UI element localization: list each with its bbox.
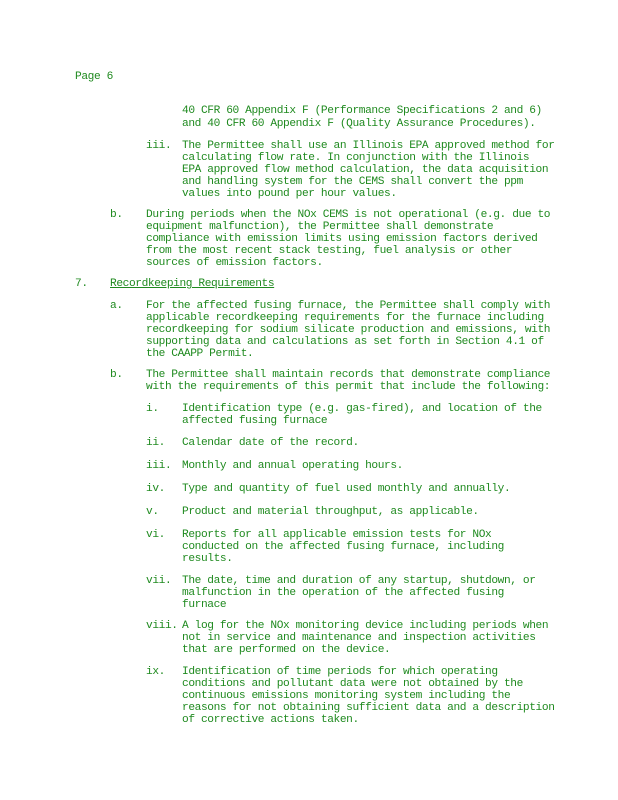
list-marker: iii.: [146, 460, 172, 472]
list-item-line: of corrective actions taken.: [182, 714, 359, 726]
paragraph-line: with the requirements of this permit that include the following:: [146, 381, 551, 393]
list-marker: i.: [146, 403, 159, 415]
paragraph-line: EPA approved flow method calculation, the data acquisition: [182, 164, 549, 176]
list-item-line: The date, time and duration of any startup, shutdown, or: [182, 575, 536, 587]
list-item-line: affected fusing furnace: [182, 415, 328, 427]
section-heading: Recordkeeping Requirements: [110, 278, 275, 290]
paragraph-line: applicable recordkeeping requirements for the furnace including: [146, 312, 544, 324]
list-marker: ix.: [146, 666, 165, 678]
list-marker: a.: [110, 300, 123, 312]
list-item-line: malfunction in the operation of the affected fusing: [182, 587, 504, 599]
paragraph-line: 40 CFR 60 Appendix F (Performance Specifications 2 and 6): [182, 105, 542, 117]
paragraph-line: For the affected fusing furnace, the Permittee shall comply with: [146, 300, 551, 312]
paragraph-line: recordkeeping for sodium silicate production and emissions, with: [146, 324, 551, 336]
paragraph-line: from the most recent stack testing, fuel analysis or other: [146, 245, 513, 257]
list-marker: vi.: [146, 529, 165, 541]
section-number: 7.: [75, 278, 88, 290]
list-marker: ii.: [146, 437, 165, 449]
paragraph-line: sources of emission factors.: [146, 257, 323, 269]
paragraph-line: values into pound per hour values.: [182, 188, 397, 200]
paragraph-line: The Permittee shall use an Illinois EPA approved method for: [182, 140, 555, 152]
paragraph-line: During periods when the NOx CEMS is not operational (e.g. due to: [146, 209, 551, 221]
list-item-line: Type and quantity of fuel used monthly and annually.: [182, 483, 511, 495]
list-item-line: not in service and maintenance and inspection activities: [182, 632, 536, 644]
list-item-line: results.: [182, 553, 233, 565]
list-marker: b.: [110, 209, 123, 221]
list-marker: iii.: [146, 140, 172, 152]
paragraph-line: and handling system for the CEMS shall convert the ppm: [182, 176, 523, 188]
list-marker: b.: [110, 369, 123, 381]
list-item-line: continuous emissions monitoring system including the: [182, 690, 511, 702]
list-item-line: Identification type (e.g. gas-fired), and location of the: [182, 403, 542, 415]
page-number: Page 6: [75, 71, 113, 83]
list-marker: viii.: [146, 620, 178, 632]
paragraph-line: calculating flow rate. In conjunction with the Illinois: [182, 152, 530, 164]
list-item-line: Monthly and annual operating hours.: [182, 460, 403, 472]
paragraph-line: the CAAPP Permit.: [146, 348, 254, 360]
paragraph-line: compliance with emission limits using emission factors derived: [146, 233, 538, 245]
list-item-line: conditions and pollutant data were not obtained by the: [182, 678, 523, 690]
list-item-line: Product and material throughput, as applicable.: [182, 506, 479, 518]
list-item-line: furnace: [182, 599, 227, 611]
list-item-line: conducted on the affected fusing furnace, including: [182, 541, 504, 553]
list-item-line: Reports for all applicable emission tests for NOx: [182, 529, 492, 541]
list-marker: vii.: [146, 575, 172, 587]
list-item-line: Calendar date of the record.: [182, 437, 359, 449]
list-marker: v.: [146, 506, 159, 518]
list-item-line: reasons for not obtaining sufficient data and a description: [182, 702, 555, 714]
list-marker: iv.: [146, 483, 165, 495]
paragraph-line: supporting data and calculations as set forth in Section 4.1 of: [146, 336, 544, 348]
list-item-line: Identification of time periods for which operating: [182, 666, 498, 678]
paragraph-line: and 40 CFR 60 Appendix F (Quality Assurance Procedures).: [182, 118, 536, 130]
paragraph-line: equipment malfunction), the Permittee shall demonstrate: [146, 221, 494, 233]
list-item-line: A log for the NOx monitoring device including periods when: [182, 620, 549, 632]
list-item-line: that are performed on the device.: [182, 644, 391, 656]
paragraph-line: The Permittee shall maintain records that demonstrate compliance: [146, 369, 551, 381]
